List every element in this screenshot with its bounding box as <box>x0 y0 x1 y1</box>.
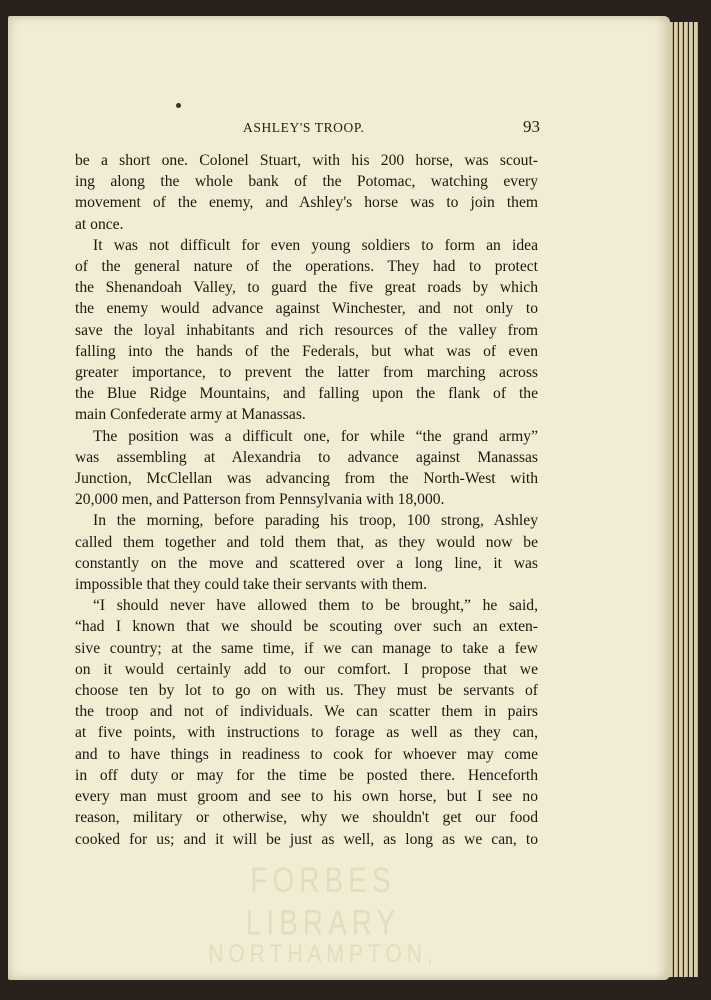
text-line: reason, military or otherwise, why we shouldn't get our food <box>75 809 538 827</box>
page-number: 93 <box>523 117 540 136</box>
text-line: in off duty or may for the time be posted there. Henceforth <box>75 766 538 784</box>
text-line: on it would certainly add to our comfort. I propose that we <box>75 660 538 678</box>
paragraph-first-line: It was not difficult for even young soldiers to form an idea <box>93 236 538 254</box>
text-line: save the loyal inhabitants and rich resources of the valley from <box>75 321 538 339</box>
text-line: sive country; at the same time, if we can manage to take a few <box>75 639 538 657</box>
stamp-line: FORBES LIBRARY <box>245 860 401 942</box>
text-line: every man must groom and see to his own horse, but I see no <box>75 788 538 806</box>
text-line: of the general nature of the operations. They had to protect <box>75 258 538 276</box>
text-line: greater importance, to prevent the latter from marching across <box>75 364 538 382</box>
text-line: cooked for us; and it will be just as well, as long as we can, to <box>75 830 538 848</box>
text-line: 20,000 men, and Patterson from Pennsylvania with 18,000. <box>75 491 445 509</box>
text-line: the enemy would advance against Winchester, and not only to <box>75 300 538 318</box>
stamp-line: NORTHAMPTON, <box>208 940 438 969</box>
text-line: movement of the enemy, and Ashley's horse was to join them <box>75 194 538 212</box>
page-edge <box>679 22 683 977</box>
text-line: Junction, McClellan was advancing from the North-West with <box>75 470 538 488</box>
body-text <box>75 150 538 850</box>
ink-dot <box>176 103 181 108</box>
text-line: ing along the whole bank of the Potomac, watching every <box>75 173 538 191</box>
text-line: called them together and told them that, as they would now be <box>75 533 538 551</box>
text-line: and to have things in readiness to cook for whoever may come <box>75 745 538 763</box>
paragraph-first-line: In the morning, before parading his troop, 100 strong, Ashley <box>93 512 538 530</box>
paragraph-first-line: The position was a difficult one, for while “the grand army” <box>93 427 538 445</box>
text-line: be a short one. Colonel Stuart, with his 200 horse, was scout- <box>75 152 538 169</box>
text-line: falling into the hands of the Federals, but what was of even <box>75 342 538 360</box>
text-line: choose ten by lot to go on with us. They must be servants of <box>75 682 538 700</box>
running-head: ASHLEY'S TROOP. <box>243 120 365 135</box>
text-line: was assembling at Alexandria to advance against Manassas <box>75 448 538 466</box>
page-edge <box>674 22 678 977</box>
text-line: the troop and not of individuals. We can scatter them in pairs <box>75 703 538 721</box>
page-edge <box>684 22 688 977</box>
text-line: constantly on the move and scattered over a long line, it was <box>75 554 538 572</box>
text-line: impossible that they could take their servants with them. <box>75 576 428 594</box>
page-edge <box>689 22 693 977</box>
library-stamp <box>183 860 463 969</box>
page-edge <box>694 22 698 977</box>
text-line: “had I known that we should be scouting over such an exten- <box>75 618 538 636</box>
text-line: at five points, with instructions to forage as well as they can, <box>75 724 538 742</box>
text-line: the Shenandoah Valley, to guard the five great roads by which <box>75 279 538 297</box>
text-line: the Blue Ridge Mountains, and falling upon the flank of the <box>75 385 538 403</box>
text-line: at once. <box>75 215 124 233</box>
paragraph-first-line: “I should never have allowed them to be brought,” he said, <box>93 597 538 615</box>
text-line: main Confederate army at Manassas. <box>75 406 306 424</box>
page-header <box>75 117 540 140</box>
